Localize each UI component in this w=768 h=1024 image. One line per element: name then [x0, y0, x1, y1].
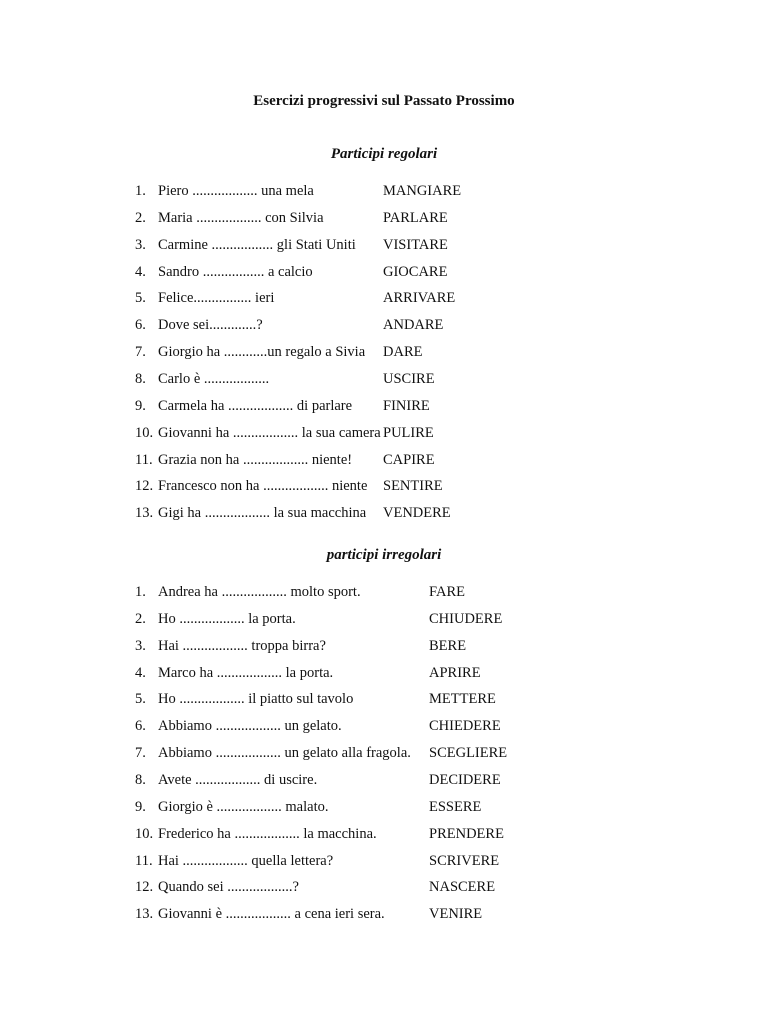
item-sentence: Carmela ha .................. di parlare: [158, 397, 353, 414]
item-sentence: Hai .................. quella lettera?: [158, 852, 334, 869]
item-infinitive-verb: ESSERE: [429, 798, 482, 815]
item-sentence: Ho .................. il piatto sul tavolo: [158, 691, 354, 708]
item-infinitive-verb: FINIRE: [383, 397, 430, 414]
item-sentence: Abbiamo .................. un gelato.: [158, 718, 342, 735]
item-sentence: Maria .................. con Silvia: [158, 209, 324, 226]
item-number: 10.: [135, 424, 154, 441]
item-infinitive-verb: PRENDERE: [429, 825, 504, 842]
item-number: 11.: [135, 852, 153, 869]
item-infinitive-verb: VENDERE: [383, 505, 451, 522]
document-title: Esercizi progressivi sul Passato Prossimo: [253, 93, 515, 109]
item-number: 13.: [135, 906, 154, 923]
item-sentence: Dove sei.............?: [158, 317, 263, 334]
item-number: 7.: [135, 745, 146, 762]
item-number: 3.: [135, 637, 146, 654]
item-sentence: Gigi ha .................. la sua macchina: [158, 505, 367, 522]
item-infinitive-verb: VENIRE: [429, 906, 483, 923]
item-sentence: Grazia non ha .................. niente!: [158, 451, 353, 468]
item-infinitive-verb: BERE: [429, 637, 467, 654]
item-infinitive-verb: CAPIRE: [383, 451, 435, 468]
item-infinitive-verb: PARLARE: [383, 209, 448, 226]
item-sentence: Giovanni ha .................. la sua camera: [158, 424, 381, 441]
item-infinitive-verb: VISITARE: [383, 236, 448, 253]
item-number: 3.: [135, 236, 146, 253]
item-number: 11.: [135, 451, 153, 468]
item-infinitive-verb: ANDARE: [383, 317, 444, 334]
item-number: 9.: [135, 798, 146, 815]
item-sentence: Ho .................. la porta.: [158, 610, 296, 627]
item-sentence: Giorgio ha ............un regalo a Sivia: [158, 344, 366, 361]
item-infinitive-verb: PULIRE: [383, 424, 434, 441]
item-sentence: Abbiamo .................. un gelato alla fragola.: [158, 745, 411, 762]
item-infinitive-verb: METTERE: [429, 691, 496, 708]
item-number: 10.: [135, 825, 154, 842]
item-sentence: Giovanni è .................. a cena ieri sera.: [158, 906, 385, 923]
item-infinitive-verb: CHIEDERE: [429, 718, 501, 735]
item-sentence: Felice................ ieri: [158, 290, 275, 307]
item-infinitive-verb: MANGIARE: [383, 183, 462, 199]
item-number: 1.: [135, 183, 146, 199]
item-sentence: Carmine ................. gli Stati Uniti: [158, 236, 356, 253]
item-number: 12.: [135, 478, 154, 495]
item-infinitive-verb: SENTIRE: [383, 478, 443, 495]
section-heading-regular: Participi regolari: [330, 146, 438, 162]
item-sentence: Frederico ha .................. la macchina.: [158, 825, 377, 842]
item-sentence: Andrea ha .................. molto sport.: [158, 584, 361, 600]
item-number: 9.: [135, 397, 146, 414]
item-number: 8.: [135, 370, 146, 387]
item-sentence: Avete .................. di uscire.: [158, 771, 318, 788]
item-number: 4.: [135, 263, 146, 280]
item-infinitive-verb: DECIDERE: [429, 771, 501, 788]
item-infinitive-verb: FARE: [429, 584, 465, 600]
item-sentence: Piero .................. una mela: [158, 183, 314, 199]
item-number: 7.: [135, 344, 146, 361]
item-number: 2.: [135, 610, 146, 627]
item-number: 5.: [135, 691, 146, 708]
item-infinitive-verb: USCIRE: [383, 370, 435, 387]
item-number: 1.: [135, 584, 146, 600]
item-number: 8.: [135, 771, 146, 788]
item-number: 12.: [135, 879, 154, 896]
item-infinitive-verb: SCRIVERE: [429, 852, 500, 869]
section-heading-irregular: participi irregolari: [326, 547, 442, 563]
item-infinitive-verb: CHIUDERE: [429, 610, 503, 627]
item-sentence: Carlo è ..................: [158, 370, 270, 387]
item-infinitive-verb: GIOCARE: [383, 263, 448, 280]
item-infinitive-verb: ARRIVARE: [383, 290, 456, 307]
item-sentence: Quando sei ..................?: [158, 879, 299, 896]
item-sentence: Hai .................. troppa birra?: [158, 637, 326, 654]
item-number: 4.: [135, 664, 146, 681]
item-sentence: Sandro ................. a calcio: [158, 263, 313, 280]
item-sentence: Marco ha .................. la porta.: [158, 664, 334, 681]
item-infinitive-verb: APRIRE: [429, 664, 481, 681]
item-sentence: Giorgio è .................. malato.: [158, 798, 329, 815]
item-number: 2.: [135, 209, 146, 226]
item-number: 5.: [135, 290, 146, 307]
item-infinitive-verb: DARE: [383, 344, 423, 361]
item-infinitive-verb: NASCERE: [429, 879, 496, 896]
item-number: 6.: [135, 718, 146, 735]
item-sentence: Francesco non ha .................. niente: [158, 478, 368, 495]
item-infinitive-verb: SCEGLIERE: [429, 745, 508, 762]
item-number: 13.: [135, 505, 154, 522]
item-number: 6.: [135, 317, 146, 334]
